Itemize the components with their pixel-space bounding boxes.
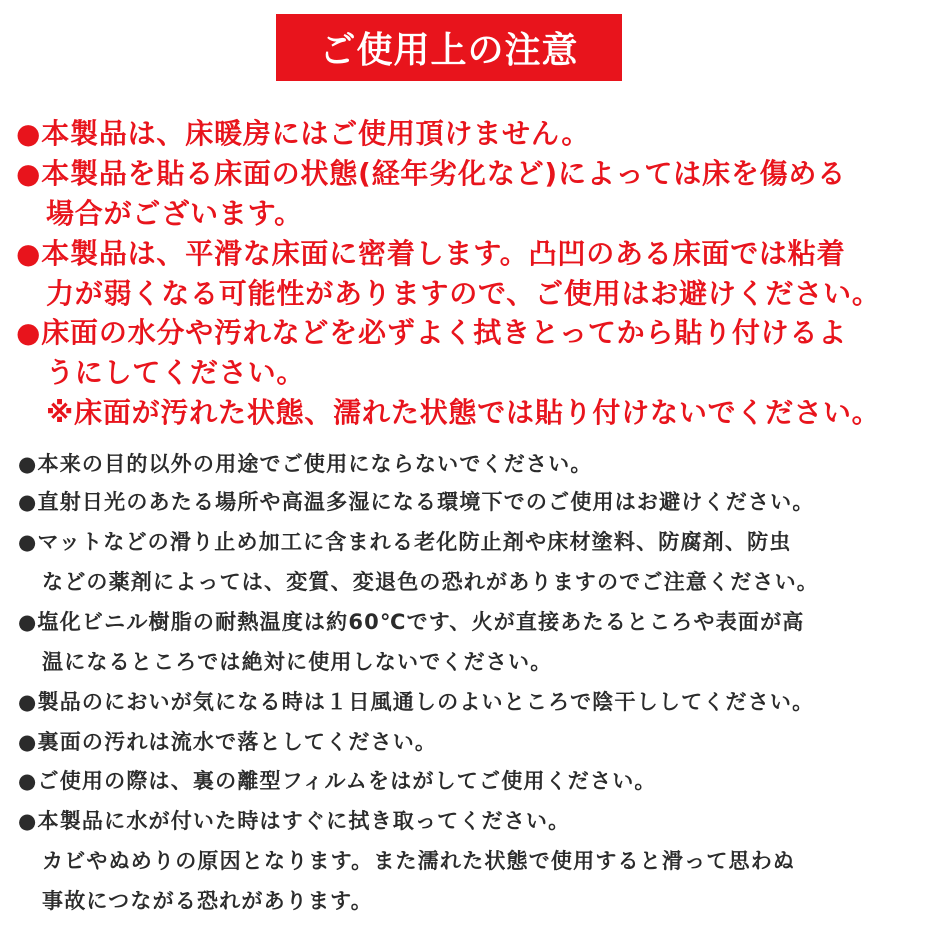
page-title: ご使用上の注意 [276,14,622,81]
black-note-5-line-1: ●製品のにおいが気になる時は１日風通しのよいところで陰干ししてください。 [18,690,815,714]
red-note-3-line-1: ●本製品は、平滑な床面に密着します。凸凹のある床面では粘着 [16,237,846,270]
red-note-4-line-1: ●床面の水分や汚れなどを必ずよく拭きとってから貼り付けるよ [16,316,848,349]
black-note-4-line-1: ●塩化ビニル樹脂の耐熱温度は約60℃です、火が直接あたるところや表面が高 [18,610,805,634]
black-note-8-line-1: ●本製品に水が付いた時はすぐに拭き取ってください。 [18,809,571,833]
red-note-4-line-2: うにしてください。 [46,356,306,389]
black-note-3-line-1: ●マットなどの滑り止め加工に含まれる老化防止剤や床材塗料、防腐剤、防虫 [18,530,792,554]
black-note-7-line-1: ●ご使用の際は、裏の離型フィルムをはがしてご使用ください。 [18,769,657,793]
red-note-2-line-2: 場合がございます。 [46,197,303,230]
black-note-1-line-1: ●本来の目的以外の用途でご使用にならないでください。 [18,452,593,476]
black-note-6-line-1: ●裏面の汚れは流水で落としてください。 [18,730,438,754]
red-note-1-line-1: ●本製品は、床暖房にはご使用頂けません。 [16,117,591,150]
red-note-4-line-3: ※床面が汚れた状態、濡れた状態では貼り付けないでください。 [46,396,881,429]
black-note-8-line-3: 事故につながる恐れがあります。 [42,889,373,913]
black-note-8-line-2: カビやぬめりの原因となります。また濡れた状態で使用すると滑って思わぬ [42,849,796,873]
black-note-3-line-2: などの薬剤によっては、変質、変退色の恐れがありますのでご注意ください。 [42,570,819,594]
red-note-2-line-1: ●本製品を貼る床面の状態(経年劣化など)によっては床を傷める [16,157,847,190]
black-note-4-line-2: 温になるところでは絶対に使用しないでください。 [42,650,553,674]
black-note-2-line-1: ●直射日光のあたる場所や高温多湿になる環境下でのご使用はお避けください。 [18,490,815,514]
red-note-3-line-2: 力が弱くなる可能性がありますので、ご使用はお避けください。 [46,277,881,310]
